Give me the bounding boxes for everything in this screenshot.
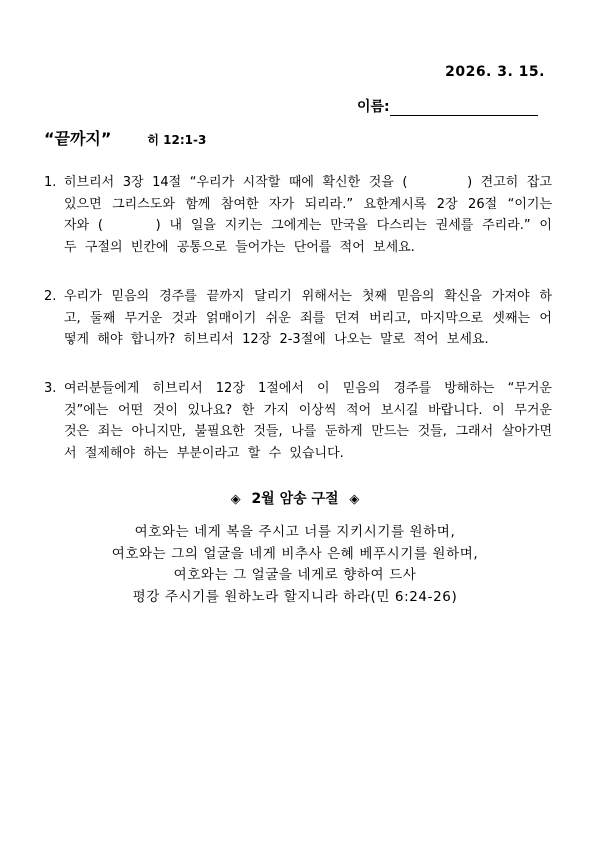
- scripture-reference: 히 12:1-3: [147, 133, 207, 147]
- question-number: 3.: [44, 381, 57, 396]
- name-field: [357, 96, 538, 116]
- name-label: 이름:: [357, 99, 390, 115]
- diamond-icon: ◈: [349, 492, 360, 507]
- verse-line: 여호와는 그 얼굴을 네게로 향하여 드사: [173, 567, 417, 583]
- verse-line: 여호와는 네게 복을 주시고 너를 지키시기를 원하며,: [134, 524, 456, 540]
- question-3: [44, 378, 561, 464]
- question-number: 1.: [44, 175, 57, 190]
- memory-verse-text: [0, 522, 590, 608]
- verse-line: 평강 주시기를 원하노라 할지니라 하라(민 6:24-26): [132, 588, 458, 605]
- diamond-icon: ◈: [230, 492, 241, 507]
- question-text: 여러분들에게 히브리서 12장 1절에서 이 믿음의 경주를 방해하는 “무거운 것”에는 어떤 것이 있나요? 한 가지 이상씩 적어 보시길 바랍니다. 이 무거운 것은 죄는 아니지만, 불필요한 것들, 나를 둔하게 만드는 것들, 그래서 살아가면서 절제해야 하는 부분이라고 할 수 있습니다.: [64, 381, 561, 461]
- verse-line: 여호와는 그의 얼굴을 네게 비추사 은혜 베푸시기를 원하며,: [111, 545, 479, 562]
- memory-verse-heading: [0, 488, 590, 508]
- question-number: 2.: [44, 289, 57, 304]
- question-2: [44, 286, 552, 351]
- worksheet-title: “끝까지”: [44, 129, 112, 148]
- memory-verse-title: 2월 암송 구절: [251, 491, 339, 507]
- question-1: [44, 172, 561, 258]
- question-text: 히브리서 3장 14절 “우리가 시작할 때에 확신한 것을 ( ) 견고히 잡고 있으면 그리스도와 함께 참여한 자가 되리라.” 요한계시록 2장 26절 “이기는 자와 ( ) 내 일을 지키는 그에게는 만국을 다스리는 권세를 주리라.” 이 두 구절의 빈칸에 공통으로 들어가는 단어를 적어 보세요.: [64, 175, 561, 255]
- name-blank-line: [390, 99, 538, 116]
- title-row: [44, 126, 206, 149]
- question-text: 우리가 믿음의 경주를 끝까지 달리기 위해서는 첫째 믿음의 확신을 가져야 하고, 둘째 무거운 것과 얽매이기 쉬운 죄를 던져 버리고, 마지막으로 셋째는 어떻게 해야 합니까? 히브리서 12장 2-3절에 나오는 말로 적어 보세요.: [64, 289, 552, 347]
- worksheet-date: 2026. 3. 15.: [445, 64, 545, 80]
